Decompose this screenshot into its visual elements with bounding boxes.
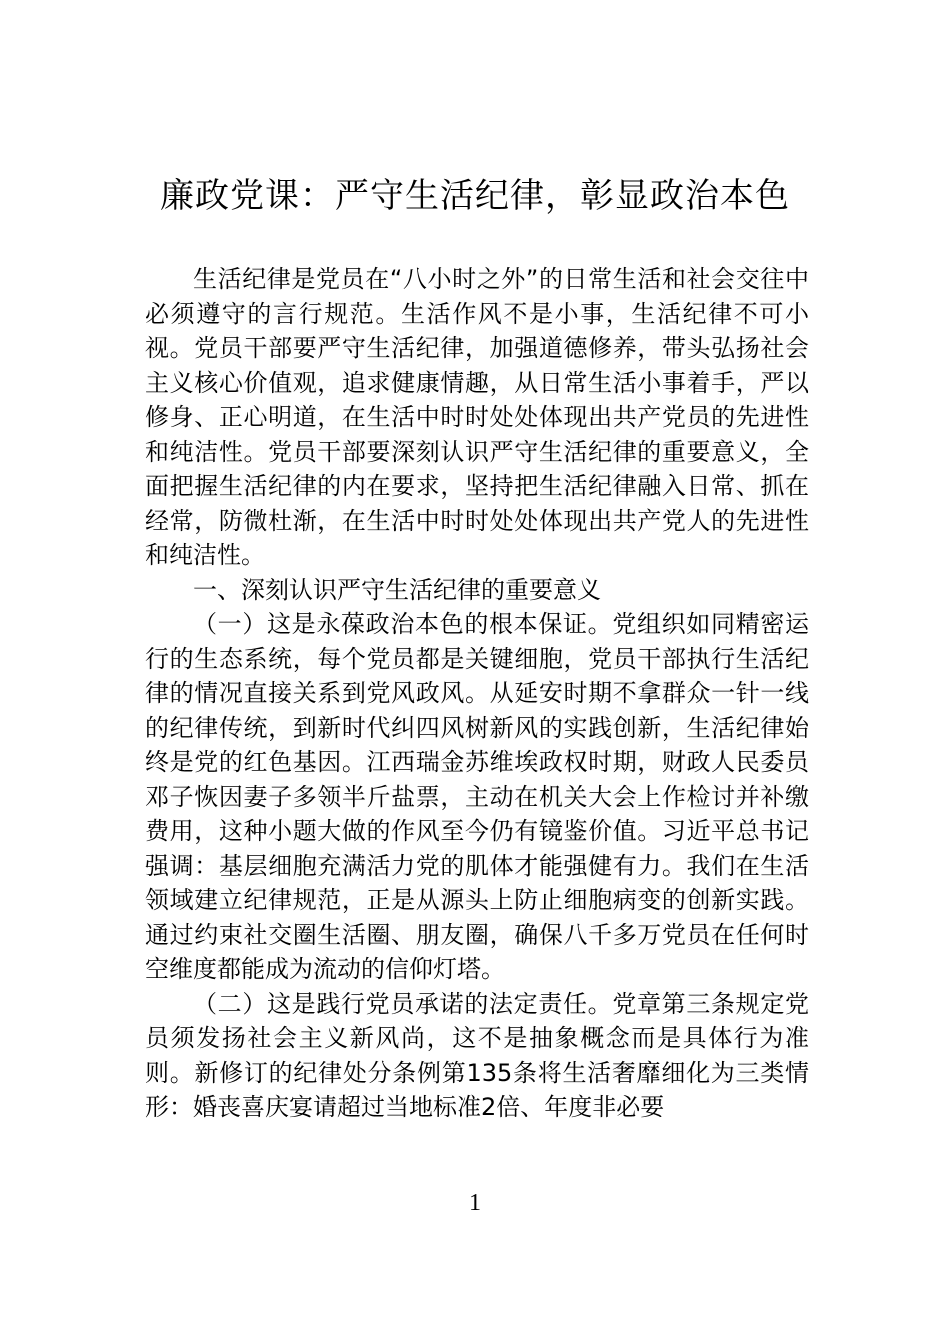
section-heading-1: 一、深刻认识严守生活纪律的重要意义 [193, 575, 601, 604]
document-title: 廉政党课：严守生活纪律，彰显政治本色 [160, 176, 790, 216]
paragraph-subsection-2: （二）这是践行党员承诺的法定责任。党章第三条规定党员须发扬社会主义新风尚，这不是抽象概念而是具体行为准则。新修订的纪律处分条例第135条将生活奢靡细化为三类情形：婚丧喜庆宴请超过当地标准2倍、年度非必要 [145, 989, 809, 1121]
paragraph-intro: 生活纪律是党员在“八小时之外”的日常生活和社会交往中必须遵守的言行规范。生活作风不是小事，生活纪律不可小视。党员干部要严守生活纪律，加强道德修养，带头弘扬社会主义核心价值观，追求健康情趣，从日常生活小事着手，严以修身、正心明道，在生活中时时处处体现出共产党员的先进性和纯洁性。党员干部要深刻认识严守生活纪律的重要意义，全面把握生活纪律的内在要求，坚持把生活纪律融入日常、抓在经常，防微杜渐，在生活中时时处处体现出共产党人的先进性和纯洁性。 [145, 265, 809, 569]
paragraph-subsection-1: （一）这是永葆政治本色的根本保证。党组织如同精密运行的生态系统，每个党员都是关键细胞，党员干部执行生活纪律的情况直接关系到党风政风。从延安时期不拿群众一针一线的纪律传统，到新时代纠四风树新风的实践创新，生活纪律始终是党的红色基因。江西瑞金苏维埃政权时期，财政人民委员邓子恢因妻子多领半斤盐票，主动在机关大会上作检讨并补缴费用，这种小题大做的作风至今仍有镜鉴价值。习近平总书记强调：基层细胞充满活力党的肌体才能强健有力。我们在生活领域建立纪律规范，正是从源头上防止细胞病变的创新实践。通过约束社交圈生活圈、朋友圈，确保八千多万党员在任何时空维度都能成为流动的信仰灯塔。 [145, 610, 809, 983]
document-body [145, 262, 809, 1125]
page-number: 1 [469, 1190, 481, 1216]
